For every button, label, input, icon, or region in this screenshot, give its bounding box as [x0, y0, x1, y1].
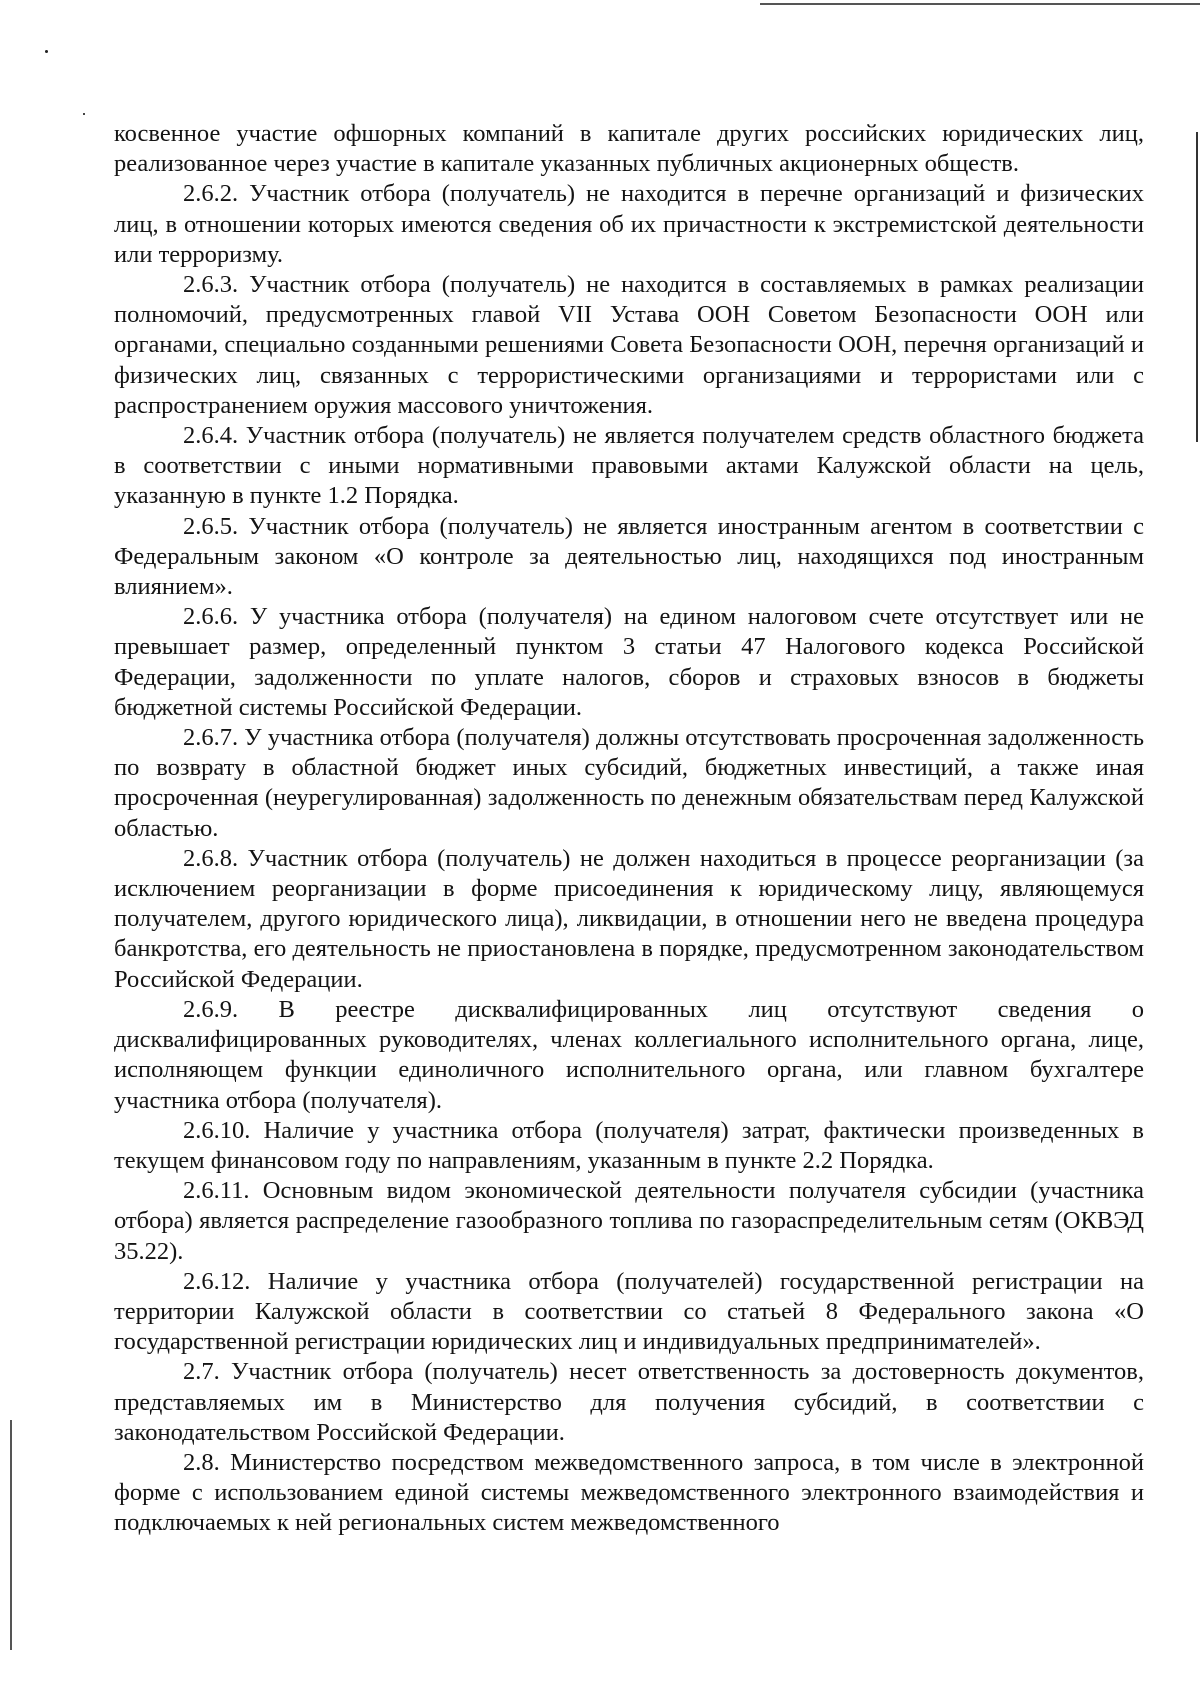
paragraph-2-6-5: 2.6.5. Участник отбора (получатель) не является иностранным агентом в соответствии с Федеральным законом «О контроле за деятельностью лиц, находящихся под иностранным влиянием». [114, 512, 1144, 601]
paragraph-2-6-8: 2.6.8. Участник отбора (получатель) не должен находиться в процессе реорганизации (за исключением реорганизации в форме присоединения к юридическому лицу, являющемуся получателем, другого юридического лица), ликвидации, в отношении него не введена процедура банкротства, его деятельность не приостановлена в порядке, предусмотренном законодательством Российской Федерации. [114, 844, 1144, 993]
scan-margin-line-left [10, 1420, 12, 1650]
document-body [114, 119, 1144, 1539]
paragraph-continuation: косвенное участие офшорных компаний в капитале других российских юридических лиц, реализованное через участие в капитале указанных публичных акционерных обществ. [114, 120, 1144, 178]
paragraph-2-7: 2.7. Участник отбора (получатель) несет ответственность за достоверность документов, представляемых им в Министерство для получения субсидий, в соответствии с законодательством Российской Федерации. [114, 1358, 1144, 1446]
paragraph-2-8: 2.8. Министерство посредством межведомственного запроса, в том числе в электронной форме с использованием единой системы межведомственного электронного взаимодействия и подключаемых к ней региональных систем межведомственного [114, 1448, 1144, 1537]
paragraph-2-6-3: 2.6.3. Участник отбора (получатель) не находится в составляемых в рамках реализации полномочий, предусмотренных главой VII Устава ООН Советом Безопасности ООН или органами, специально созданными решениями Совета Безопасности ООН, перечня организаций и физических лиц, связанных с террористическими организациями и террористами или с распространением оружия массового уничтожения. [114, 271, 1144, 419]
paragraph-2-6-7: 2.6.7. У участника отбора (получателя) должны отсутствовать просроченная задолженность по возврату в областной бюджет иных субсидий, бюджетных инвестиций, а также иная просроченная (неурегулированная) задолженность по денежным обязательствам перед Калужской областью. [114, 724, 1144, 842]
scan-top-rule [760, 3, 1200, 5]
scan-margin-line-right [1196, 132, 1198, 442]
paragraph-2-6-6: 2.6.6. У участника отбора (получателя) на едином налоговом счете отсутствует или не превышает размер, определенный пунктом 3 статьи 47 Налогового кодекса Российской Федерации, задолженности по уплате налогов, сборов и страховых взносов в бюджеты бюджетной системы Российской Федерации. [114, 603, 1144, 721]
paragraph-2-6-2: 2.6.2. Участник отбора (получатель) не находится в перечне организаций и физических лиц, в отношении которых имеются сведения об их причастности к экстремистской деятельности или терроризму. [114, 180, 1144, 268]
paragraph-2-6-12: 2.6.12. Наличие у участника отбора (получателей) государственной регистрации на территории Калужской области в соответствии со статьей 8 Федерального закона «О государственной регистрации юридических лиц и индивидуальных предпринимателей». [114, 1267, 1144, 1356]
scan-speck [45, 50, 48, 53]
paragraph-2-6-9: 2.6.9. В реестре дисквалифицированных лиц отсутствуют сведения о дисквалифицированных руководителях, членах коллегиального исполнительного органа, лице, исполняющем функции единоличного исполнительного органа, или главном бухгалтере участника отбора (получателя). [114, 995, 1144, 1114]
paragraph-2-6-11: 2.6.11. Основным видом экономической деятельности получателя субсидии (участника отбора) является распределение газообразного топлива по газораспределительным сетям (ОКВЭД 35.22). [114, 1177, 1144, 1265]
paragraph-2-6-10: 2.6.10. Наличие у участника отбора (получателя) затрат, фактически произведенных в текущем финансовом году по направлениям, указанным в пункте 2.2 Порядка. [114, 1116, 1144, 1174]
scan-speck [83, 113, 85, 115]
paragraph-2-6-4: 2.6.4. Участник отбора (получатель) не является получателем средств областного бюджета в соответствии с иными нормативными правовыми актами Калужской области на цель, указанную в пункте 1.2 Порядка. [114, 422, 1144, 510]
